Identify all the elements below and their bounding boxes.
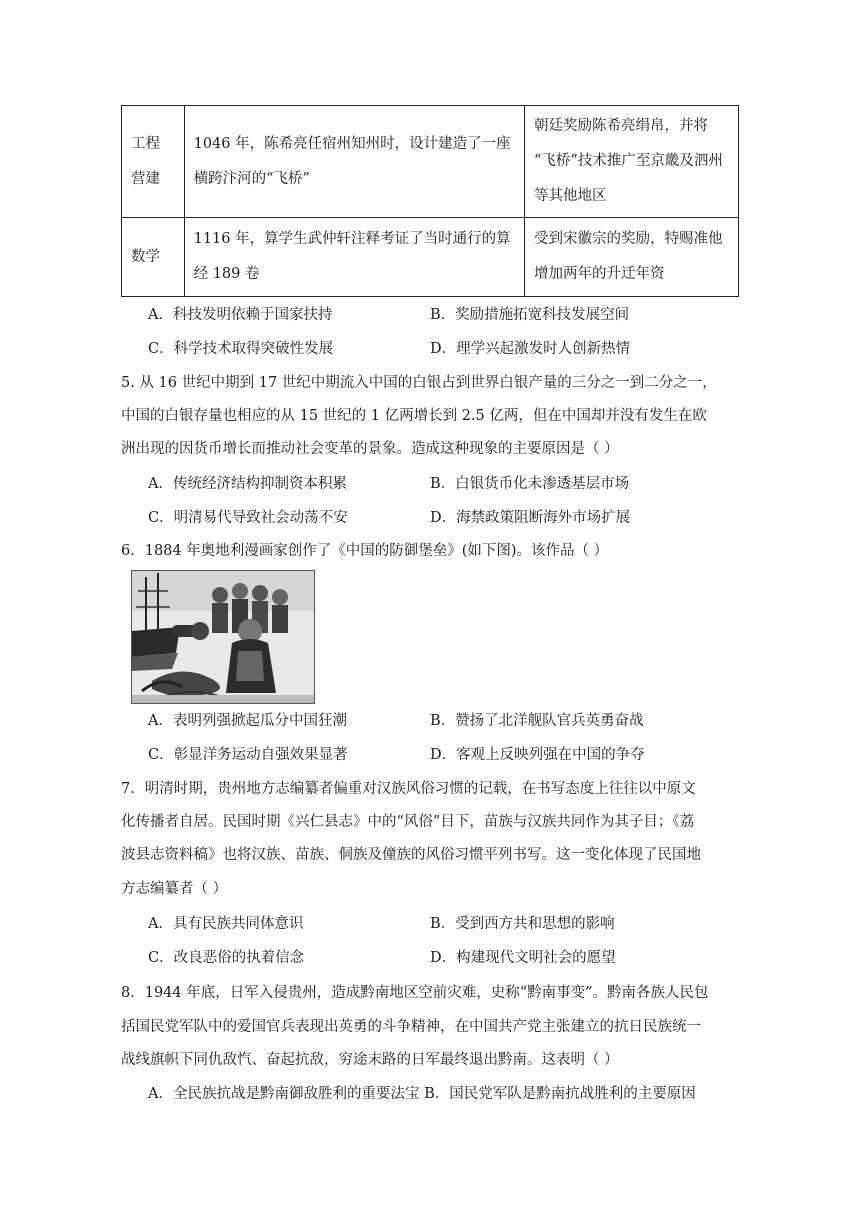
- q4-option-a[interactable]: A．科技发明依赖于国家扶持: [148, 307, 333, 323]
- q7-option-b[interactable]: B．受到西方共和思想的影响: [430, 916, 615, 932]
- q7-option-c[interactable]: C．改良恶俗的执着信念: [148, 950, 305, 966]
- cell-line: 1116 年，算学生武仲轩注释考证了当时通行的算: [193, 231, 511, 247]
- q7-option-a[interactable]: A．具有民族共同体意识: [148, 916, 304, 932]
- q5-stem-line: 洲出现的因货币增长而推动社会变革的景象。造成这种现象的主要原因是（ ）: [121, 441, 619, 457]
- q5-option-a[interactable]: A．传统经济结构抑制资本积累: [148, 476, 347, 492]
- q8-options-ab[interactable]: A．全民族抗战是黔南御敌胜利的重要法宝 B．国民党军队是黔南抗战胜利的主要原因: [148, 1086, 696, 1102]
- q8-stem-line: 战线旗帜下同仇敌忾、奋起抗敌，穷途末路的日军最终退出黔南。这表明（ ）: [121, 1052, 619, 1068]
- q5-stem-line: 中国的白银存量也相应的从 15 世纪的 1 亿两增长到 2.5 亿两，但在中国却并没有发生在欧: [121, 408, 707, 424]
- cell-line: 等其他地区: [534, 188, 607, 204]
- cell-line: 横跨汴河的“飞桥”: [193, 170, 310, 187]
- cell-line: “飞桥”技术推广至京畿及泗州: [534, 153, 723, 169]
- q6-option-a[interactable]: A．表明列强掀起瓜分中国狂潮: [148, 713, 347, 729]
- cell-line: 经 189 卷: [193, 266, 260, 282]
- q4-option-c[interactable]: C．科学技术取得突破性发展: [148, 341, 334, 357]
- q7-stem-line: 化传播者自居。民国时期《兴仁县志》中的“风俗”目下，苗族与汉族共同作为其子目；《荔: [121, 814, 695, 830]
- table-cell-event: [184, 218, 524, 297]
- q6-option-c[interactable]: C．彰显洋务运动自强效果显著: [148, 747, 348, 763]
- q7-stem-line: 方志编纂者（ ）: [121, 881, 228, 897]
- q4-option-b[interactable]: B．奖励措施拓宽科技发展空间: [430, 307, 630, 323]
- science-reward-table: [121, 105, 739, 297]
- cell-line: 受到宋徽宗的奖励，特赐准他: [534, 231, 723, 247]
- table-cell-field: [122, 106, 185, 218]
- q6-stem: 6．1884 年奥地利漫画家创作了《中国的防御堡垒》(如下图)。该作品（ ）: [121, 543, 609, 559]
- q5-option-d[interactable]: D．海禁政策阻断海外市场扩展: [430, 510, 631, 526]
- table-row: [122, 106, 739, 218]
- table-cell-field: [122, 218, 185, 297]
- table-cell-event: [184, 106, 524, 218]
- q7-stem-line: 7．明清时期，贵州地方志编纂者偏重对汉族风俗习惯的记载，在书写态度上往往以中原文: [121, 781, 696, 797]
- cell-line: 增加两年的升迁年资: [534, 266, 665, 282]
- q5-option-b[interactable]: B．白银货币化未渗透基层市场: [430, 476, 630, 492]
- cell-line: 1046 年，陈希亮任宿州知州时，设计建造了一座: [193, 135, 511, 152]
- q8-stem-line: 括国民党军队中的爱国官兵表现出英勇的斗争精神，在中国共产党主张建立的抗日民族统一: [121, 1019, 701, 1035]
- q6-option-b[interactable]: B．赞扬了北洋舰队官兵英勇奋战: [430, 713, 644, 729]
- cell-line: 朝廷奖励陈希亮绢帛，并将: [534, 118, 708, 134]
- cell-line: 数学: [131, 248, 160, 265]
- table-row: [122, 218, 739, 297]
- cell-line: 营建: [131, 170, 160, 187]
- cell-line: 工程: [131, 135, 160, 152]
- q5-option-c[interactable]: C．明清易代导致社会动荡不安: [148, 510, 348, 526]
- q7-stem-line: 波县志资料稿》也将汉族、苗族、侗族及僮族的风俗习惯平列书写。这一变化体现了民国地: [121, 847, 701, 863]
- q8-stem-line: 8．1944 年底，日军入侵贵州，造成黔南地区空前灾难，史称“黔南事变”。黔南各族人民包: [121, 985, 709, 1001]
- q4-option-d[interactable]: D．理学兴起激发时人创新热情: [430, 341, 631, 357]
- cartoon-image: [131, 570, 315, 704]
- q6-option-d[interactable]: D．客观上反映列强在中国的争夺: [430, 747, 645, 763]
- table-cell-reward: [525, 106, 739, 218]
- q7-option-d[interactable]: D．构建现代文明社会的愿望: [430, 950, 616, 966]
- q5-stem-line: 5. 从 16 世纪中期到 17 世纪中期流入中国的白银占到世界白银产量的三分之一到二分之一，: [121, 375, 717, 391]
- table-cell-reward: [525, 218, 739, 297]
